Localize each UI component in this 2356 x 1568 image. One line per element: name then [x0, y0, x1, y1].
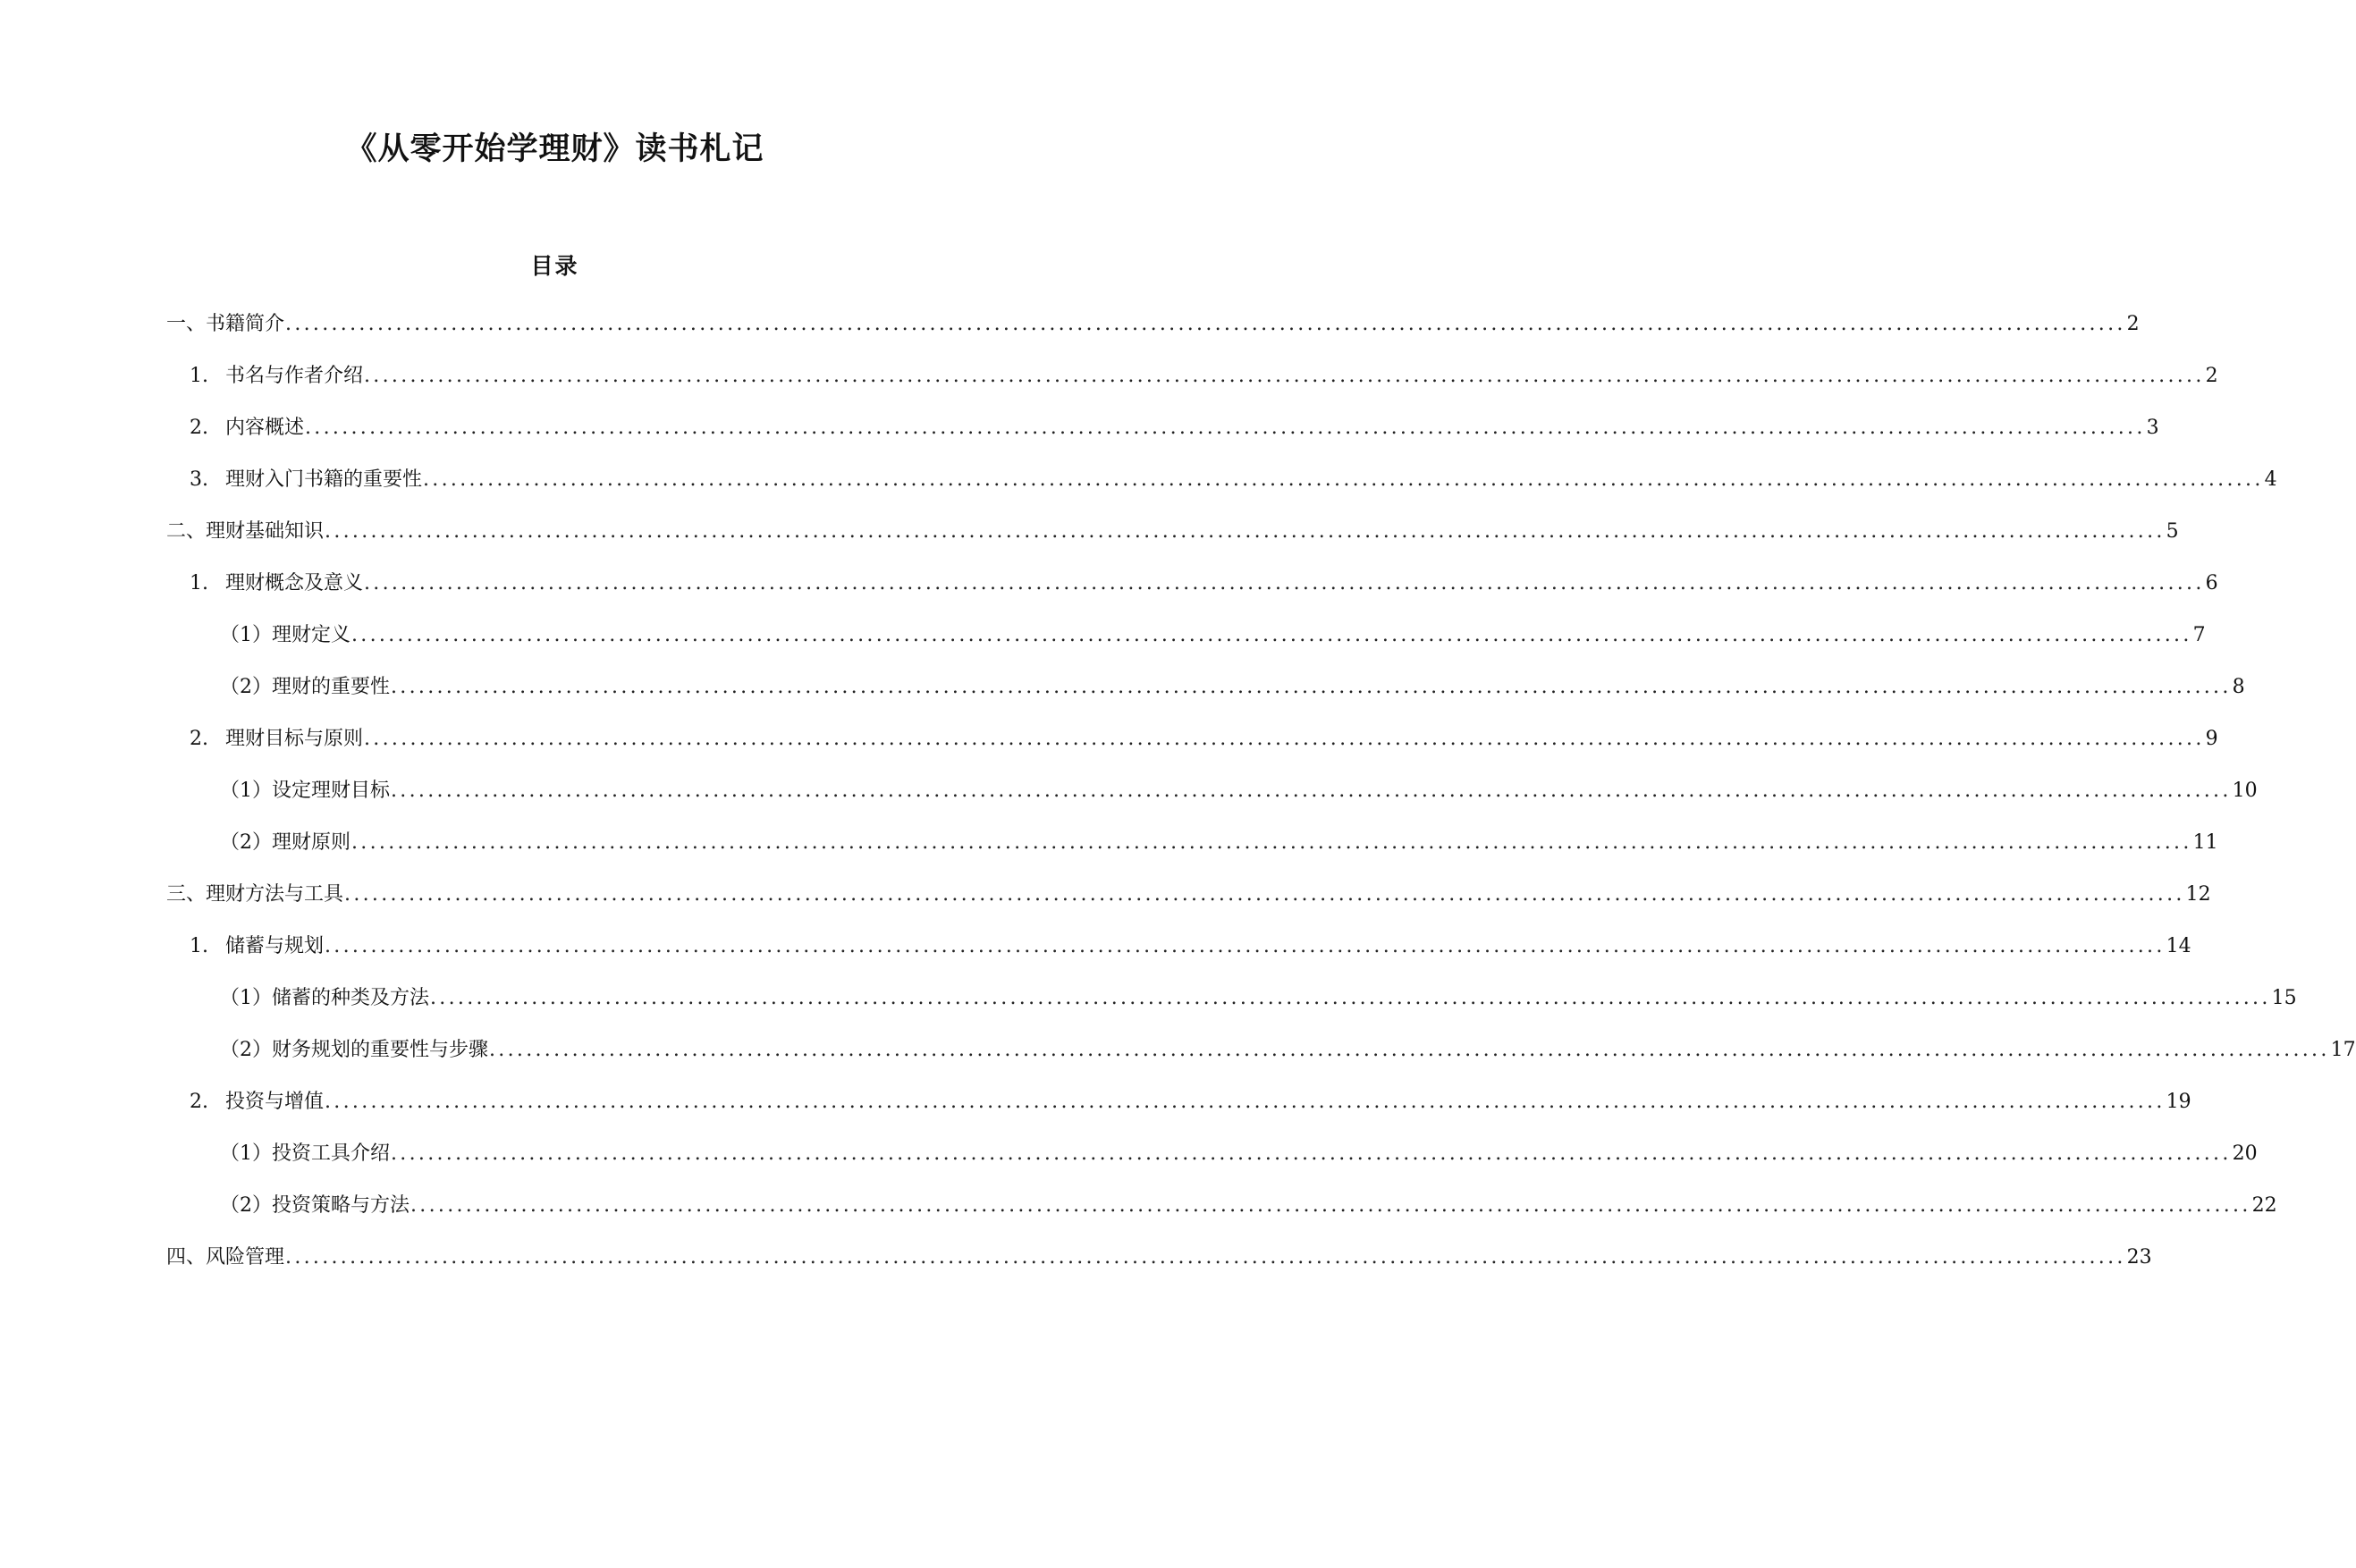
- document-title: 《从零开始学理财》读书札记: [345, 131, 764, 167]
- toc-entry-page-number: 5: [2166, 520, 2179, 543]
- toc-entry-label: [220, 674, 390, 701]
- toc-entry-number: （2）: [220, 1039, 272, 1061]
- toc-leader-dots: ........................................................................................................................................................................................................: [344, 883, 2185, 906]
- toc-entry-label: [220, 830, 350, 856]
- toc-leader-dots: ........................................................................................................................................................................................................: [285, 1246, 2126, 1269]
- toc-entry[interactable]: [166, 881, 2211, 908]
- toc-leader-dots: ........................................................................................................................................................................................................: [325, 1091, 2166, 1113]
- toc-entry-text: 投资策略与方法: [272, 1194, 410, 1217]
- toc-heading: 目录: [530, 253, 579, 279]
- toc-leader-dots: ........................................................................................................................................................................................................: [325, 520, 2166, 543]
- toc-entry-number: 三、: [166, 883, 207, 906]
- toc-leader-dots: ........................................................................................................................................................................................................: [285, 313, 2126, 335]
- toc-entry-text: 财务规划的重要性与步骤: [272, 1039, 489, 1061]
- toc-entry-number: 3.: [190, 468, 208, 491]
- toc-leader-dots: ........................................................................................................................................................................................................: [410, 1194, 2251, 1217]
- toc-entry[interactable]: [190, 363, 2218, 390]
- toc-entry-page-number: 20: [2232, 1142, 2258, 1165]
- toc-entry-number: 1.: [190, 572, 208, 594]
- toc-entry-number: （2）: [220, 831, 272, 854]
- toc-entry-number: 1.: [190, 365, 208, 387]
- toc-entry-page-number: 7: [2192, 624, 2206, 646]
- toc-entry-number: （2）: [220, 1194, 272, 1217]
- toc-entry-page-number: 3: [2146, 417, 2159, 439]
- toc-entry-text: 内容概述: [225, 417, 305, 439]
- toc-entry-label: [190, 415, 304, 442]
- toc-entry-text: 理财入门书籍的重要性: [225, 468, 423, 491]
- toc-entry-number: 二、: [166, 520, 207, 543]
- toc-entry-label: [220, 985, 429, 1012]
- toc-entry-text: 理财目标与原则: [225, 728, 364, 750]
- toc-entry-label: [220, 1141, 390, 1168]
- toc-leader-dots: ........................................................................................................................................................................................................: [325, 935, 2166, 957]
- toc-entry-label: [190, 363, 363, 390]
- toc-leader-dots: ........................................................................................................................................................................................................: [391, 1142, 2232, 1165]
- toc-entry-page-number: 8: [2232, 676, 2245, 698]
- toc-entry-label: [166, 1244, 284, 1271]
- toc-leader-dots: ........................................................................................................................................................................................................: [351, 624, 2192, 646]
- toc-entry-page-number: 6: [2205, 572, 2218, 594]
- toc-entry[interactable]: [220, 830, 2218, 856]
- toc-entry[interactable]: [220, 1037, 2356, 1064]
- toc-entry-page-number: 15: [2271, 987, 2297, 1009]
- toc-entry-text: 理财方法与工具: [206, 883, 344, 906]
- toc-entry-label: [190, 726, 363, 753]
- toc-entry-number: 1.: [190, 935, 208, 957]
- toc-entry-text: 书名与作者介绍: [225, 365, 364, 387]
- toc-entry-page-number: 2: [2126, 313, 2140, 335]
- toc-entry[interactable]: [190, 415, 2159, 442]
- toc-entry[interactable]: [220, 622, 2206, 649]
- toc-entry-page-number: 2: [2205, 365, 2218, 387]
- toc-entry-number: （2）: [220, 676, 272, 698]
- toc-entry-label: [166, 881, 343, 908]
- toc-entry-text: 书籍简介: [206, 313, 285, 335]
- toc-leader-dots: ........................................................................................................................................................................................................: [391, 676, 2232, 698]
- toc-entry-label: [220, 1193, 410, 1219]
- toc-entry-page-number: 4: [2264, 468, 2277, 491]
- toc-entry[interactable]: [190, 933, 2191, 960]
- toc-entry-page-number: 19: [2166, 1091, 2191, 1113]
- toc-entry-label: [220, 622, 350, 649]
- toc-entry[interactable]: [166, 311, 2140, 338]
- toc-entry[interactable]: [220, 674, 2245, 701]
- toc-entry-label: [166, 518, 324, 545]
- toc-leader-dots: ........................................................................................................................................................................................................: [364, 365, 2205, 387]
- toc-entry-label: [220, 1037, 488, 1064]
- toc-leader-dots: ........................................................................................................................................................................................................: [430, 987, 2271, 1009]
- toc-entry-text: 投资与增值: [225, 1091, 325, 1113]
- toc-entry-text: 理财基础知识: [206, 520, 325, 543]
- toc-entry-page-number: 11: [2192, 831, 2218, 854]
- toc-entry-number: 四、: [166, 1246, 207, 1269]
- toc-entry[interactable]: [220, 985, 2297, 1012]
- toc-entry-label: [190, 570, 363, 597]
- toc-entry-label: [190, 933, 324, 960]
- toc-entry-number: 一、: [166, 313, 207, 335]
- toc-entry-label: [190, 1089, 324, 1116]
- toc-leader-dots: ........................................................................................................................................................................................................: [489, 1039, 2330, 1061]
- toc-entry-number: 2.: [190, 1091, 208, 1113]
- toc-entry-page-number: 10: [2232, 780, 2258, 802]
- toc-entry[interactable]: [166, 518, 2179, 545]
- toc-entry-page-number: 22: [2251, 1194, 2277, 1217]
- toc-entry[interactable]: [220, 1193, 2277, 1219]
- toc-entry-page-number: 14: [2166, 935, 2191, 957]
- toc-entry-number: （1）: [220, 987, 272, 1009]
- toc-entry-text: 理财的重要性: [272, 676, 391, 698]
- toc-entry-text: 储蓄与规划: [225, 935, 325, 957]
- toc-entry-page-number: 17: [2330, 1039, 2356, 1061]
- toc-entry-number: （1）: [220, 624, 272, 646]
- toc-entry[interactable]: [190, 1089, 2191, 1116]
- toc-entry-number: （1）: [220, 1142, 272, 1165]
- toc-entry-text: 储蓄的种类及方法: [272, 987, 430, 1009]
- toc-entry[interactable]: [190, 467, 2277, 493]
- toc-entry-number: 2.: [190, 417, 208, 439]
- toc-entry-text: 投资工具介绍: [272, 1142, 391, 1165]
- toc-entry-text: 理财原则: [272, 831, 351, 854]
- toc-entry[interactable]: [220, 778, 2258, 805]
- toc-entry[interactable]: [220, 1141, 2258, 1168]
- toc-entry-page-number: 12: [2185, 883, 2211, 906]
- toc-entry-label: [166, 311, 284, 338]
- toc-entry[interactable]: [166, 1244, 2152, 1271]
- toc-leader-dots: ........................................................................................................................................................................................................: [364, 728, 2205, 750]
- toc-entry-text: 风险管理: [206, 1246, 285, 1269]
- toc-entry[interactable]: [190, 726, 2218, 753]
- toc-entry-text: 理财概念及意义: [225, 572, 364, 594]
- toc-entry-label: [220, 778, 390, 805]
- toc-entry-label: [190, 467, 422, 493]
- toc-entry-text: 理财定义: [272, 624, 351, 646]
- toc-leader-dots: ........................................................................................................................................................................................................: [305, 417, 2146, 439]
- toc-entry-number: 2.: [190, 728, 208, 750]
- toc-entry-text: 设定理财目标: [272, 780, 391, 802]
- toc-leader-dots: ........................................................................................................................................................................................................: [364, 572, 2205, 594]
- toc-entry[interactable]: [190, 570, 2218, 597]
- toc-leader-dots: ........................................................................................................................................................................................................: [423, 468, 2264, 491]
- toc-entry-number: （1）: [220, 780, 272, 802]
- toc-leader-dots: ........................................................................................................................................................................................................: [391, 780, 2232, 802]
- toc-entry-page-number: 23: [2126, 1246, 2152, 1269]
- toc-leader-dots: ........................................................................................................................................................................................................: [351, 831, 2192, 854]
- toc-entry-page-number: 9: [2205, 728, 2218, 750]
